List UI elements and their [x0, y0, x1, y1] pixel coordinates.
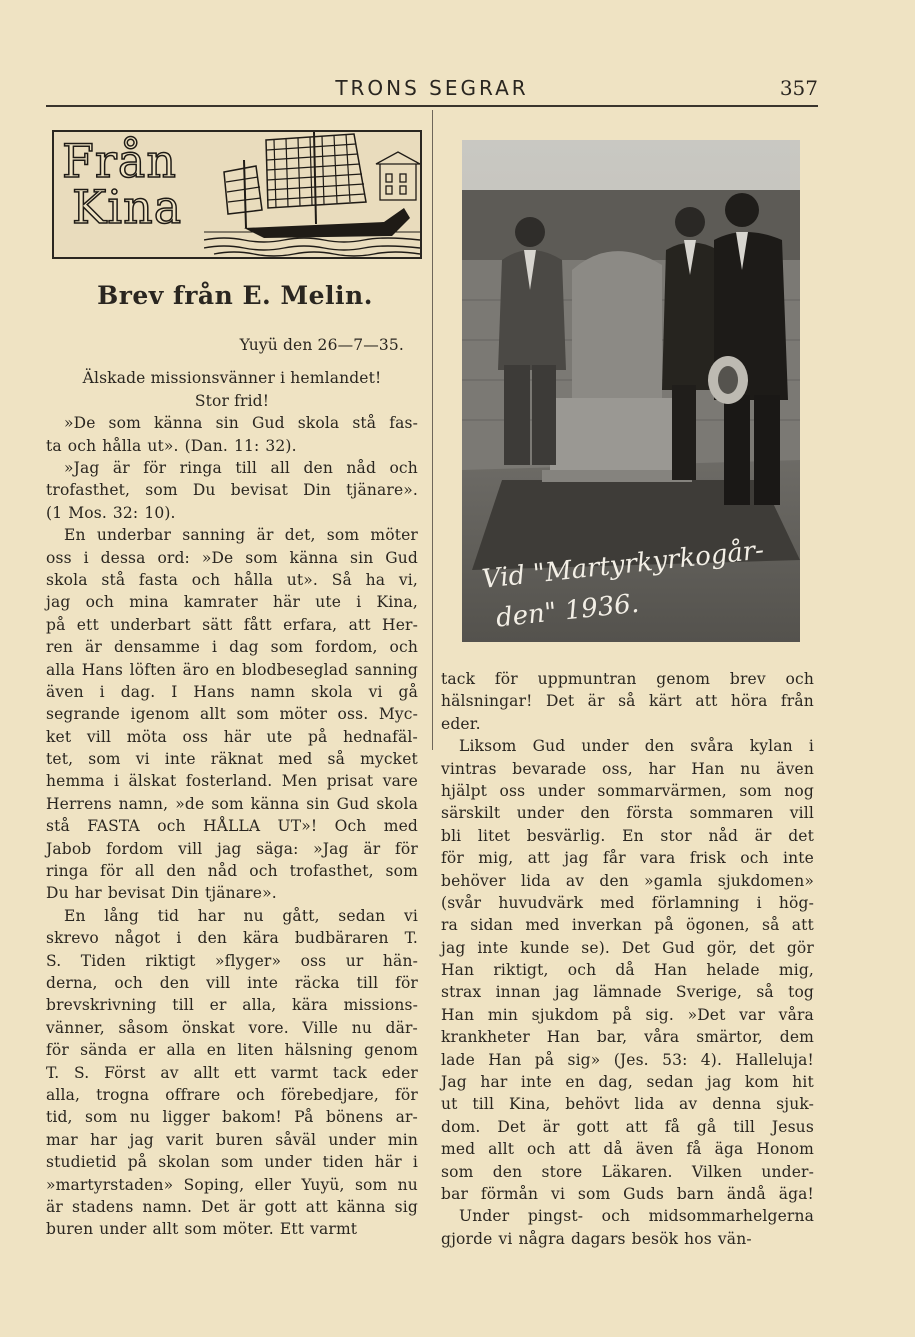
text-line: eder.	[441, 714, 481, 733]
banner-title-line-2: Kina	[72, 180, 183, 234]
text-line: studietid på skolan som under tiden här i	[46, 1153, 418, 1172]
text-line: Under pingst- och midsommarhelgerna	[459, 1207, 814, 1226]
text-line: tack för uppmuntran genom brev och	[441, 670, 814, 688]
text-line: hjälpt oss under sommarvärmen, som nog	[441, 781, 814, 800]
text-line: ra sidan med inverkan på ögonen, så att	[441, 916, 814, 935]
text-line: dom. Det är gott att få gå till Jesus	[441, 1117, 814, 1136]
photo-cemetery	[462, 140, 800, 642]
text-line: är stadens namn. Det är gott att känna sig	[46, 1197, 418, 1216]
text-line: »Jag är för ringa till all den nåd och	[64, 459, 418, 477]
text-line: alla Hans löften äro en blodbeseglad sanning	[46, 660, 418, 679]
greeting-peace: Stor frid!	[194, 391, 270, 410]
banner-title	[62, 134, 183, 234]
text-line: »De som känna sin Gud skola stå fas-	[64, 414, 418, 433]
header-rule	[46, 105, 818, 107]
text-line: mar har jag varit buren såväl under min	[46, 1130, 418, 1149]
text-line: Jag har inte en dag, sedan jag kom hit	[441, 1073, 814, 1092]
junk-ship-illustration	[204, 132, 420, 257]
text-line: särskilt under den första sommaren vill	[441, 804, 814, 823]
text-line: för mig, att jag får vara frisk och inte	[441, 849, 814, 868]
text-line: krankheter Han bar, våra smärtor, dem	[441, 1028, 814, 1047]
text-line: bar förmån vi som Guds barn ändå äga!	[441, 1184, 814, 1203]
text-line: T. S. Först av allt ett varmt tack eder	[46, 1063, 418, 1082]
text-line: vintras bevarade oss, har Han nu även	[441, 759, 814, 778]
text-line: ut till Kina, behövt lida av denna sjuk-	[441, 1095, 814, 1114]
text-line: ta och hålla ut». (Dan. 11: 32).	[46, 436, 297, 455]
text-line: (svår huvudvärk med förlamning i hög-	[441, 893, 814, 912]
text-line: gjorde vi några dagars besök hos vän-	[441, 1229, 752, 1248]
text-line: trofasthet, som Du bevisat Din tjänare».	[46, 481, 418, 500]
greeting: Älskade missionsvänner i hemlandet!	[82, 369, 382, 388]
text-line: (1 Mos. 32: 10).	[46, 503, 176, 522]
text-line: lade Han på sig» (Jes. 53: 4). Halleluja!	[441, 1050, 814, 1069]
text-line: på ett underbart sätt fått erfara, att Her-	[46, 615, 418, 634]
text-line: brevskrivning till er alla, kära missions-	[46, 996, 418, 1015]
left-column	[46, 334, 418, 1241]
text-line: En underbar sanning är det, som möter	[64, 526, 418, 545]
text-line: En lång tid har nu gått, sedan vi	[64, 906, 418, 925]
text-line: stå FASTA och HÅLLA UT»! Och med	[46, 817, 418, 836]
section-banner	[52, 130, 422, 259]
left-body	[46, 412, 418, 1240]
text-line: hemma i älskat fosterland. Men prisat vare	[46, 772, 418, 791]
article-title: Brev från E. Melin.	[97, 281, 373, 310]
text-line: tid, som nu ligger bakom! På bönens ar-	[46, 1108, 418, 1127]
text-line: med allt och att då även få äga Honom	[441, 1140, 814, 1159]
text-line: hälsningar! Det är så kärt att höra från	[441, 692, 814, 711]
text-line: strax innan jag lämnade Sverige, så tog	[441, 983, 814, 1002]
text-line: ringa för all den nåd och trofasthet, som	[46, 862, 418, 881]
text-line: vänner, såsom önskat vore. Ville nu där-	[46, 1018, 418, 1037]
journal-title: TRONS SEGRAR	[335, 76, 529, 100]
text-line: ket vill möta oss här ute på hednafäl-	[46, 727, 418, 746]
text-line: även i dag. I Hans namn skola vi gå	[46, 682, 418, 701]
text-line: S. Tiden riktigt »flyger» oss ur hän-	[46, 951, 418, 970]
text-line: buren under allt som möter. Ett varmt	[46, 1220, 358, 1239]
photo-caption-line-2: den" 1936.	[494, 588, 641, 634]
dateline: Yuyü den 26—7—35.	[239, 336, 404, 354]
text-line: Du har bevisat Din tjänare».	[46, 884, 277, 903]
text-line: Herrens namn, »de som känna sin Gud skola	[46, 794, 418, 813]
photo-caption-line-1: Vid "Martyrkyrkogår-	[480, 535, 766, 595]
column-divider	[432, 110, 433, 750]
text-line: bli litet besvärlig. En stor nåd är det	[441, 826, 814, 845]
text-line: segrande igenom allt som möter oss. Myc-	[46, 705, 418, 724]
text-line: ren är densamme i dag som fordom, och	[46, 638, 418, 657]
text-line: skrevo något i den kära budbäraren T.	[46, 929, 418, 948]
text-line: alla, trogna offrare och förebedjare, för	[46, 1085, 418, 1104]
text-line: »martyrstaden» Soping, eller Yuyü, som nu	[46, 1175, 418, 1194]
right-body	[441, 668, 814, 1250]
right-column	[441, 668, 814, 1250]
running-head	[46, 76, 818, 100]
text-line: oss i dessa ord: »De som känna sin Gud	[46, 548, 418, 567]
text-line: för sända er alla en liten hälsning genom	[46, 1041, 418, 1060]
text-line: skola stå fasta och hålla ut». Så ha vi,	[46, 570, 418, 589]
text-line: tet, som vi inte räknat med så mycket	[46, 750, 418, 769]
text-line: som den store Läkaren. Vilken under-	[441, 1162, 814, 1181]
text-line: Han riktigt, och då Han helade mig,	[441, 961, 814, 980]
spacer	[46, 356, 418, 367]
text-line: Liksom Gud under den svåra kylan i	[459, 737, 814, 756]
text-line: derna, och den vill inte räcka till för	[46, 973, 418, 992]
text-line: behöver lida av den »gamla sjukdomen»	[441, 871, 814, 890]
text-line: Jabob fordom vill jag säga: »Jag är för	[46, 839, 418, 858]
text-line: Han min sjukdom på sig. »Det var våra	[441, 1005, 814, 1024]
text-line: jag inte kunde se). Det Gud gör, det gör	[441, 938, 814, 957]
page-number: 357	[779, 76, 818, 100]
banner-title-line-1: Från	[62, 134, 177, 188]
text-line: jag och mina kamrater här ute i Kina,	[46, 593, 418, 612]
